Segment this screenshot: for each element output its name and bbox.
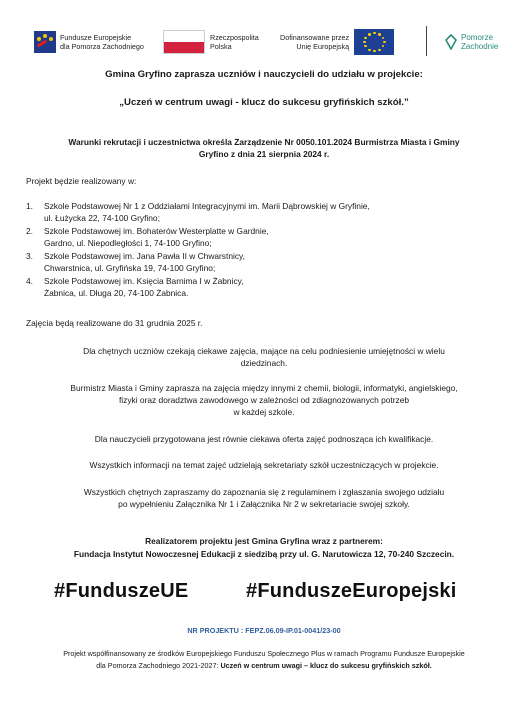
logo-bar: [0, 24, 528, 60]
conditions-line1: Warunki rekrutacji i uczestnictwa określa Zarządzenie Nr 0050.101.2024 Burmistrza Miasta i Gminy: [68, 137, 460, 147]
fundusze-europejskie-logo: [34, 24, 144, 60]
paragraph-subjects-line2: fizyki oraz doradztwa zawodowego w zależności od zdiagnozowanych potrzeb: [118, 395, 410, 405]
eu-logo: [280, 24, 394, 60]
duration-text: Zajęcia będą realizowane do 31 grudnia 2025 r.: [26, 318, 203, 328]
pz-logo-line2: Zachodnie: [461, 42, 499, 51]
list-item-number: 2.: [26, 226, 33, 236]
list-item-line1: Szkole Podstawowej im. Bohaterów Westerplatte w Gardnie,: [44, 226, 269, 236]
list-item-line2: Gardno, ul. Niepodległości 1, 74-100 Gryfino;: [44, 237, 212, 248]
list-item: [26, 276, 244, 299]
list-item-number: 3.: [26, 251, 33, 261]
fe-logo-line2: dla Pomorza Zachodniego: [60, 42, 144, 51]
project-number: NR PROJEKTU : FEPZ.06.09-IP.01-0041/23-00: [187, 626, 341, 635]
pomorze-zachodnie-icon: [444, 34, 458, 50]
fe-logo-line1: Fundusze Europejskie: [60, 33, 132, 42]
footer-project-title: Uczeń w centrum uwagi – klucz do sukcesu gryfińskich szkół.: [220, 660, 432, 670]
polish-flag-icon: [163, 30, 205, 54]
partner-line1: Realizatorem projektu jest Gmina Gryfina wraz z partnerem:: [145, 536, 383, 546]
heading-line1: Gmina Gryfino zaprasza uczniów i nauczycieli do udziału w projekcie:: [105, 69, 423, 80]
list-item: [26, 201, 370, 224]
paragraph-students-line1: Dla chętnych uczniów czekają ciekawe zajęcia, mające na celu podniesienie umiejętności w wielu: [83, 346, 445, 356]
fe-emblem-icon: [34, 31, 56, 53]
pz-logo-line1: Pomorze: [461, 33, 494, 42]
logo-divider: [426, 26, 427, 56]
partner-line2: Fundacja Instytut Nowoczesnej Edukacji z siedzibą przy ul. G. Narutowicza 12, 70-240 Szczecin.: [73, 549, 455, 559]
paragraph-subjects-line3: w każdej szkole.: [233, 407, 295, 417]
heading-project-title: „Uczeń w centrum uwagi - klucz do sukcesu gryfińskich szkół.”: [119, 97, 409, 108]
list-item-number: 1.: [26, 201, 33, 211]
paragraph-students-line2: dziedzinach.: [240, 358, 288, 368]
list-item-number: 4.: [26, 276, 33, 286]
list-item-line2: Żabnica, ul. Długa 20, 74-100 Żabnica.: [44, 287, 189, 298]
footer: [0, 648, 528, 671]
footer-line1: Projekt współfinansowany ze środków Europejskiego Funduszu Społecznego Plus w ramach Programu Fundusze Europejskie: [63, 649, 465, 658]
list-item-line2: ul. Łużycka 22, 74-100 Gryfino;: [44, 212, 160, 223]
eu-logo-line1: Dofinansowane przez: [280, 33, 350, 42]
intro-text: Projekt będzie realizowany w:: [26, 176, 137, 186]
list-item: [26, 226, 269, 249]
list-item-line1: Szkole Podstawowej im. Księcia Barnima I w Żabnicy,: [44, 276, 244, 286]
paragraph-registration-line2: po wypełnieniu Załącznika Nr 1 i Załącznika Nr 2 w sekretariacie swojej szkoły.: [118, 499, 410, 509]
list-item-line2: Chwarstnica, ul. Gryfińska 19, 74-100 Gryfino;: [44, 262, 216, 273]
hashtag-fundusze-ue: #FunduszeUE: [54, 580, 189, 602]
conditions-line2: Gryfino z dnia 21 sierpnia 2024 r.: [198, 149, 330, 159]
rp-logo-line1: Rzeczpospolita: [210, 33, 259, 42]
rzeczpospolita-logo: [163, 24, 259, 60]
paragraph-subjects-line1: Burmistrz Miasta i Gminy zaprasza na zajęcia między innymi z chemii, biologii, informatyki, angielskiego,: [70, 383, 458, 393]
paragraph-information: Wszystkich informacji na temat zajęć udzielają sekretariaty szkół uczestniczących w projekcie.: [89, 460, 439, 470]
paragraph-registration-line1: Wszystkich chętnych zapraszamy do zapoznania się z regulaminem i zgłaszania swojego udziału: [83, 487, 445, 497]
eu-logo-line2: Unię Europejską: [296, 42, 350, 51]
pomorze-zachodnie-logo: [444, 24, 498, 60]
paragraph-teachers: Dla nauczycieli przygotowana jest równie ciekawa oferta zajęć podnosząca ich kwalifikacje.: [94, 434, 434, 444]
rp-logo-line2: Polska: [210, 42, 232, 51]
hashtag-fundusze-europejski: #FunduszeEuropejski: [246, 580, 457, 602]
footer-line2-prefix: dla Pomorza Zachodniego 2021-2027:: [96, 660, 221, 670]
list-item-line1: Szkole Podstawowej im. Jana Pawła II w Chwarstnicy,: [44, 251, 245, 261]
list-item-line1: Szkole Podstawowej Nr 1 z Oddziałami Integracyjnymi im. Marii Dąbrowskiej w Gryfinie,: [44, 201, 370, 211]
eu-flag-icon: [354, 29, 394, 55]
list-item: [26, 251, 245, 274]
